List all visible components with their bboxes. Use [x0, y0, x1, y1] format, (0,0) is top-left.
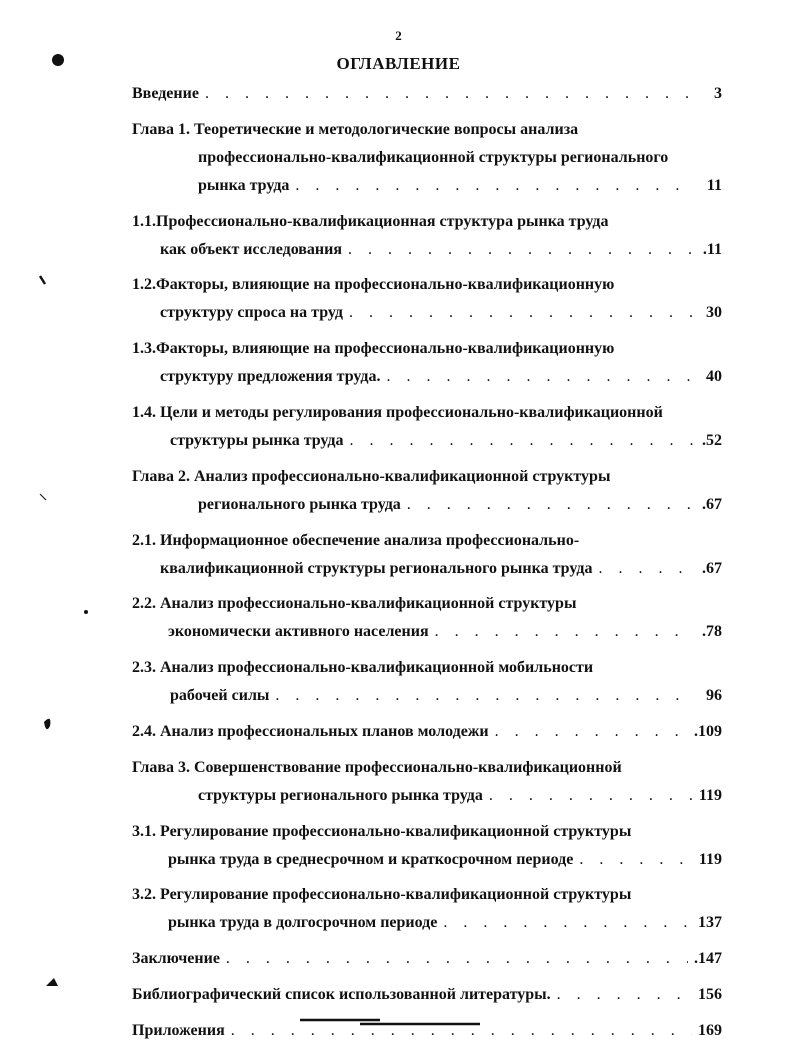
- toc-page-number: .67: [702, 559, 722, 577]
- toc-entry-text: Глава 2. Анализ профессионально-квалификационной структуры: [132, 467, 611, 485]
- toc-entry[interactable]: [132, 718, 722, 746]
- toc-page-number: 11: [706, 176, 722, 194]
- toc-entry[interactable]: [132, 527, 722, 583]
- toc-entry[interactable]: [132, 335, 722, 391]
- dot-leader: [435, 618, 694, 646]
- toc-entry[interactable]: [132, 881, 722, 937]
- toc-entry-line: [132, 846, 722, 874]
- toc-entry-line: [132, 463, 722, 491]
- scan-speck: [40, 494, 46, 500]
- scan-speck: [40, 276, 45, 284]
- toc-page-number: 119: [698, 850, 722, 868]
- toc-entry-line: [132, 208, 722, 236]
- toc-page-number: .11: [702, 240, 722, 258]
- toc-entry[interactable]: [132, 945, 722, 973]
- toc-entry-text: как объект исследования: [160, 240, 343, 258]
- toc-entry-text: структуру спроса на труд: [160, 304, 343, 322]
- toc-entry[interactable]: [132, 981, 722, 1009]
- scan-speck: [84, 610, 88, 614]
- toc-entry-text: 2.3. Анализ профессионально-квалификационной мобильности: [132, 659, 594, 677]
- dot-leader: [349, 299, 694, 327]
- toc-entry-line: [132, 172, 722, 200]
- toc-entry-text: рынка труда в долгосрочном периоде: [168, 914, 438, 932]
- dot-leader: [443, 909, 692, 937]
- page-title: ОГЛАВЛЕНИЕ: [336, 54, 461, 73]
- toc-entry-line: [132, 618, 722, 646]
- scan-speck: [46, 978, 58, 986]
- dot-leader: [348, 236, 694, 264]
- toc-entry-line: [132, 782, 722, 810]
- toc-entry-line: [132, 718, 722, 746]
- toc-entry-line: [132, 363, 722, 391]
- dot-leader: [557, 981, 692, 1009]
- toc-page-number: .109: [694, 722, 722, 740]
- toc-entry-line: [132, 335, 722, 363]
- toc-entry-text: Библиографический список использованной литературы.: [132, 985, 551, 1003]
- toc-entry-text: 3.1. Регулирование профессионально-квалификационной структуры: [132, 822, 632, 840]
- dot-leader: [407, 491, 694, 519]
- table-of-contents: [132, 80, 722, 1053]
- toc-page-number: 30: [706, 304, 722, 322]
- toc-entry-text: структуру предложения труда.: [160, 368, 381, 386]
- toc-entry-line: [132, 590, 722, 618]
- toc-entry-line: [132, 299, 722, 327]
- toc-page-number: 156: [698, 985, 722, 1003]
- dot-leader: [275, 682, 694, 710]
- toc-entry-text: структуры рынка труда: [170, 431, 344, 449]
- dot-leader: [387, 363, 695, 391]
- toc-page-number: 119: [698, 786, 722, 804]
- toc-page-number: .67: [702, 495, 722, 513]
- toc-page-number: 137: [698, 914, 722, 932]
- toc-entry[interactable]: [132, 271, 722, 327]
- toc-page-number: 96: [706, 687, 722, 705]
- toc-entry[interactable]: [132, 654, 722, 710]
- toc-entry-text: Заключение: [132, 950, 220, 968]
- toc-entry-text: 2.1. Информационное обеспечение анализа профессионально-: [132, 531, 580, 549]
- toc-entry-text: Глава 3. Совершенствование профессионально-квалификационной: [132, 758, 622, 776]
- toc-entry-line: [132, 909, 722, 937]
- toc-entry-line: [132, 682, 722, 710]
- dot-leader: [231, 1017, 692, 1045]
- toc-entry-line: [132, 654, 722, 682]
- toc-entry-line: [132, 144, 722, 172]
- toc-entry-text: Приложения: [132, 1021, 225, 1039]
- toc-entry[interactable]: [132, 116, 722, 200]
- toc-entry-line: [132, 236, 722, 264]
- toc-entry-line: [132, 80, 722, 108]
- toc-entry-line: [132, 881, 722, 909]
- toc-entry-line: [132, 491, 722, 519]
- toc-entry-line: [132, 555, 722, 583]
- toc-entry-text: рынка труда: [198, 176, 290, 194]
- toc-entry-text: 3.2. Регулирование профессионально-квалификационной структуры: [132, 886, 632, 904]
- dot-leader: [579, 846, 693, 874]
- dot-leader: [295, 172, 694, 200]
- toc-entry[interactable]: [132, 754, 722, 810]
- toc-entry-line: [132, 981, 722, 1009]
- toc-entry-line: [132, 116, 722, 144]
- toc-page-number: .78: [702, 623, 722, 641]
- toc-entry-line: [132, 945, 722, 973]
- toc-entry-text: регионального рынка труда: [198, 495, 401, 513]
- toc-page-number: .147: [694, 950, 722, 968]
- page-number: 2: [395, 28, 402, 43]
- toc-page-number: 169: [698, 1021, 722, 1039]
- toc-entry-line: [132, 271, 722, 299]
- toc-entry-line: [132, 818, 722, 846]
- toc-entry-line: [132, 399, 722, 427]
- toc-entry-text: структуры регионального рынка труда: [198, 786, 483, 804]
- toc-page-number: 40: [706, 368, 722, 386]
- toc-page-number: .52: [702, 431, 722, 449]
- toc-entry[interactable]: [132, 208, 722, 264]
- toc-entry-text: квалификационной структуры регионального рынка труда: [160, 559, 593, 577]
- toc-entry-text: Введение: [132, 85, 199, 102]
- toc-entry-text: профессионально-квалификационной структуры регионального: [198, 148, 669, 166]
- dot-leader: [205, 80, 694, 108]
- toc-entry[interactable]: [132, 590, 722, 646]
- toc-entry[interactable]: [132, 1017, 722, 1045]
- toc-entry-line: [132, 1017, 722, 1045]
- dot-leader: [598, 555, 694, 583]
- toc-entry-text: рабочей силы: [170, 687, 270, 705]
- toc-entry-text: 1.1.Профессионально-квалификационная структура рынка труда: [132, 212, 609, 230]
- toc-entry[interactable]: [132, 399, 722, 455]
- toc-entry-line: [132, 754, 722, 782]
- toc-page-number: 3: [714, 85, 722, 102]
- scan-speck: [44, 719, 50, 729]
- toc-entry-text: Глава 1. Теоретические и методологические вопросы анализа: [132, 120, 579, 138]
- toc-entry[interactable]: [132, 80, 722, 108]
- toc-entry-text: экономически активного населения: [168, 623, 429, 641]
- toc-entry-line: [132, 427, 722, 455]
- toc-entry-text: 1.2.Факторы, влияющие на профессионально-квалификационную: [132, 276, 615, 294]
- dot-leader: [495, 718, 688, 746]
- toc-entry[interactable]: [132, 463, 722, 519]
- toc-entry[interactable]: [132, 818, 722, 874]
- dot-leader: [350, 427, 694, 455]
- toc-entry-text: рынка труда в среднесрочном и краткосрочном периоде: [168, 850, 574, 868]
- toc-entry-text: 1.3.Факторы, влияющие на профессионально-квалификационную: [132, 340, 615, 358]
- dot-leader: [489, 782, 693, 810]
- toc-entry-text: 1.4. Цели и методы регулирования профессионально-квалификационной: [132, 403, 663, 421]
- toc-entry-text: 2.4. Анализ профессиональных планов молодежи: [132, 722, 489, 740]
- toc-entry-line: [132, 527, 722, 555]
- dot-leader: [226, 945, 688, 973]
- toc-entry-text: 2.2. Анализ профессионально-квалификационной структуры: [132, 595, 577, 613]
